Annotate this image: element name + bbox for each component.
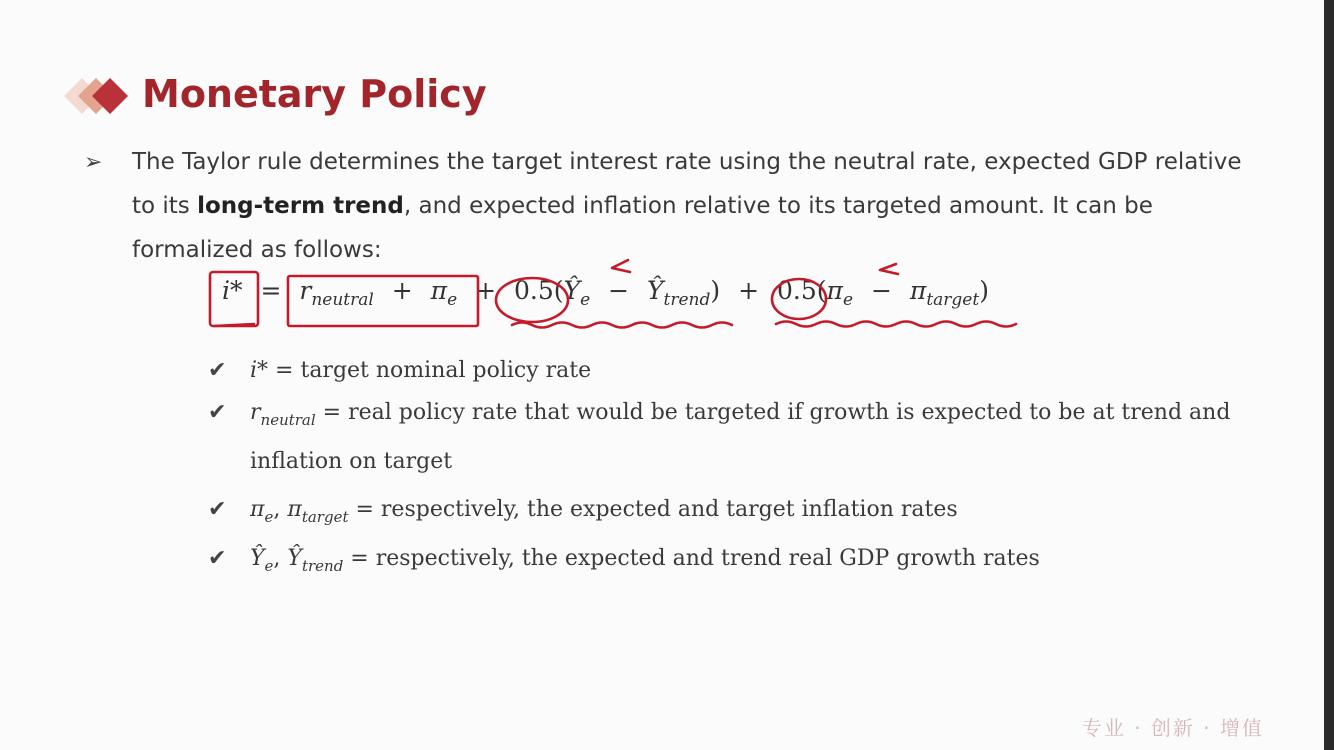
def-text: = respectively, the expected and trend real GDP growth rates — [350, 546, 1040, 571]
formula-y-trend: Ŷ — [647, 276, 664, 305]
formula-minus-1: − — [608, 276, 630, 305]
definition-item — [208, 350, 1268, 392]
definition-item: ✔ $\pi_e$, $\pi_{target}$ = respectively, the expected and target inflation rates — [208, 489, 1268, 538]
formula-plus-3: + — [738, 276, 760, 305]
formula-y-e-sub: e — [580, 290, 591, 310]
formula-pi-target-sub: target — [926, 290, 980, 310]
page-title: Monetary Policy — [142, 72, 487, 116]
formula-y-trend-sub: trend — [663, 290, 711, 310]
formula-equals: = — [260, 276, 282, 305]
formula-plus-1: + — [391, 276, 413, 305]
formula-plus-2: + — [475, 276, 497, 305]
def-symbol: π — [250, 497, 265, 522]
checkmark-icon: ✔ — [208, 358, 227, 383]
formula-minus-2: − — [870, 276, 892, 305]
ink-wave-output-gap — [512, 323, 732, 328]
intro-paragraph — [132, 140, 1252, 272]
def-symbol: Ŷ — [250, 546, 265, 571]
def-symbol-sub: e — [264, 557, 274, 575]
ink-underline-i-star — [214, 324, 254, 326]
intro-text-1: The Taylor rule determines the target interest rate using the neutral rate, expected GDP relative to its — [132, 149, 1242, 219]
def-symbol: r — [250, 400, 261, 425]
def-text: = target nominal policy rate — [275, 358, 592, 383]
formula-pi-target: π — [909, 276, 927, 305]
title-diamond-icon — [40, 66, 140, 126]
checkmark-icon: ✔ — [208, 546, 227, 571]
def-symbol: i* — [250, 358, 269, 383]
definitions-list — [208, 350, 1268, 587]
checkmark-icon: ✔ — [208, 497, 227, 522]
def-text: = respectively, the expected and target inflation rates — [355, 497, 958, 522]
def-symbol-2: π — [287, 497, 302, 522]
formula-r-sub: neutral — [311, 290, 374, 310]
footer-slogan: 专业 · 创新 · 增值 — [1081, 716, 1264, 740]
formula-open-1: ( — [553, 276, 564, 305]
formula-close-2: ) — [979, 276, 989, 305]
def-symbol-2: Ŷ — [287, 546, 302, 571]
intro-bold: long-term trend — [197, 193, 404, 219]
formula-open-2: ( — [816, 276, 827, 305]
formula-y-e: Ŷ — [563, 276, 581, 305]
arrow-bullet-icon: ➢ — [84, 150, 103, 175]
checkmark-icon: ✔ — [208, 400, 227, 425]
definition-item — [208, 392, 1268, 483]
formula-pi: π — [430, 276, 448, 305]
def-symbol-sub: e — [264, 508, 274, 526]
formula-coef-2: 0.5 — [777, 276, 817, 305]
taylor-rule-formula — [222, 276, 989, 310]
def-symbol-2-sub: trend — [301, 557, 344, 575]
definition-item: ✔ $Ŷ_e$, $Ŷ_{trend}$ = respectively, the expected and trend real GDP growth rates — [208, 538, 1268, 587]
right-edge-bar — [1324, 0, 1334, 750]
formula-i-star: i* — [222, 276, 243, 305]
def-symbol-sub: neutral — [260, 411, 316, 429]
formula-pi-e-sub: e — [842, 290, 854, 310]
def-text: = real policy rate that would be targeted if growth is expected to be at trend and inflation on target — [250, 400, 1231, 474]
formula-pi-e: π — [826, 276, 843, 305]
def-symbol-2-sub: target — [301, 508, 349, 526]
intro-text-2: , and expected inflation relative to its targeted amount. It can be formalized as follows: — [132, 193, 1153, 263]
formula-close-1: ) — [710, 276, 721, 305]
ink-wave-inflation-gap — [776, 322, 1016, 327]
formula-pi-sub: e — [447, 290, 458, 310]
formula-r: r — [299, 276, 312, 305]
formula-coef-1: 0.5 — [514, 276, 554, 305]
